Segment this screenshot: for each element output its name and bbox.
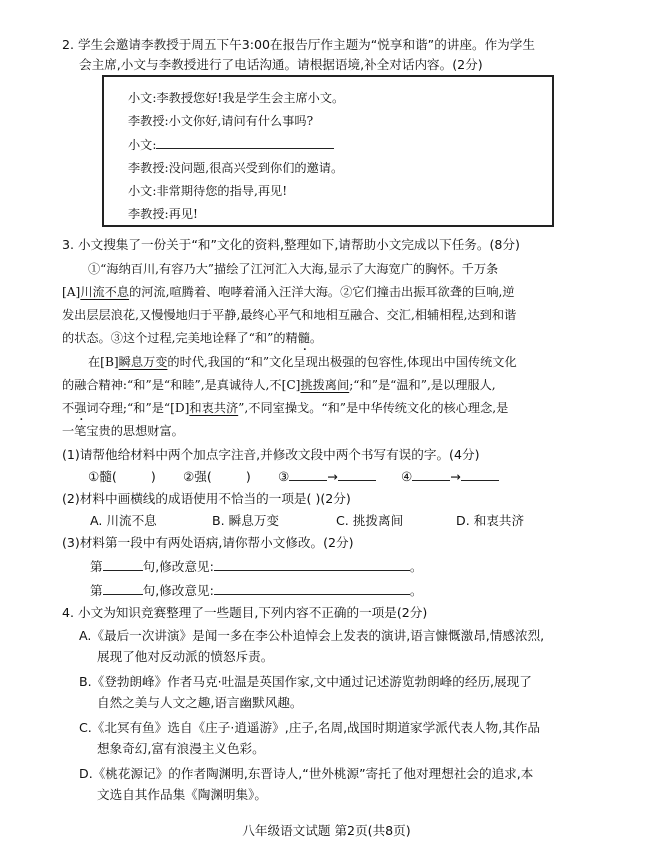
answer-blank[interactable]: [338, 468, 376, 481]
text-span: 的时代,我国的“和”文化呈现出极强的包容性,体现出中国传统文化: [167, 355, 517, 369]
dialogue-line-3: [128, 136, 334, 154]
text-span: ②强(: [183, 469, 212, 484]
q4-option-d-cont: 文选自其作品集《陶渊明集》。: [97, 787, 268, 802]
answer-blank[interactable]: [412, 468, 450, 481]
para1-line-4: [62, 329, 322, 347]
marker-b: 在[B]: [88, 355, 119, 369]
answer-blank[interactable]: [461, 468, 499, 481]
para2-line-4: 一笔宝贵的思想财富。: [62, 424, 184, 438]
idiom-b: 瞬息万变: [118, 355, 168, 369]
text-span: 的融合精神:“和”是“和睦”,是真诚待人,不[C]: [62, 378, 301, 392]
text-span: 的状态。③这个过程,完美地诠释了“和”的精: [62, 331, 298, 345]
para1-line-1: ①“海纳百川,有容乃大”描绘了江河汇入大海,显示了大海宽广的胸怀。千万条: [88, 262, 499, 276]
answer-blank[interactable]: [156, 136, 334, 149]
arrow: →: [450, 469, 461, 484]
text-span: 句,修改意见:: [142, 559, 214, 574]
q2-line-2: 会主席,小文与李教授进行了电话沟通。请根据语境,补全对话内容。(2分): [79, 57, 483, 72]
dialogue-speaker: 小文:: [128, 138, 157, 152]
dialogue-line-5: 小文:非常期待您的指导,再见!: [128, 184, 288, 198]
page-footer: 八年级语文试题 第2页(共8页): [242, 823, 411, 838]
para1-line-2: [62, 283, 515, 301]
option-a[interactable]: A. 川流不息: [90, 513, 157, 528]
text-span: 第: [90, 559, 103, 574]
answer-blank[interactable]: [103, 558, 143, 571]
dialogue-line-6: 李教授:再见!: [128, 207, 198, 221]
para2-line-3: [62, 399, 508, 417]
answer-blank[interactable]: [289, 468, 327, 481]
q4-option-d[interactable]: D.《桃花源记》的作者陶渊明,东晋诗人,“世外桃源”寄托了他对理想社会的追求,本: [79, 766, 534, 781]
text-span: 词夺理;“和”是“[D]: [86, 401, 190, 415]
idiom-d: 和衷共济: [189, 401, 239, 415]
revision-line-1: [90, 558, 422, 576]
text-span: 第: [90, 583, 103, 598]
dotted-char-sui: 髓: [297, 331, 310, 345]
text-span: 句,修改意见:: [142, 583, 214, 598]
option-d[interactable]: D. 和衷共济: [456, 513, 525, 528]
q4-option-c-cont: 想象奇幻,富有浪漫主义色彩。: [97, 741, 265, 756]
q3-sub2: (2)材料中画横线的成语使用不恰当的一项是( )(2分): [62, 491, 351, 506]
q4-option-a-cont: 展现了他对反动派的愤怒斥责。: [97, 649, 274, 664]
q4-option-b-cont: 自然之美与人文之趣,语言幽默风趣。: [97, 695, 303, 710]
text-span: ;“和”是“温和”,是以理服人,: [349, 378, 496, 392]
text-span: ): [245, 469, 251, 484]
answer-blank[interactable]: [214, 582, 410, 595]
text-span: 。: [309, 331, 323, 345]
text-span: 。: [409, 583, 423, 598]
sub1-item-1: [88, 468, 156, 486]
text-span: ③: [278, 469, 290, 484]
arrow: →: [327, 469, 338, 484]
sub1-item-3: [278, 468, 376, 486]
para2-line-2: [62, 376, 496, 394]
q2-line-1: 2. 学生会邀请李教授于周五下午3:00在报告厅作主题为“悦享和谐”的讲座。作为学生: [62, 37, 535, 52]
q4-option-b[interactable]: B.《登勃朗峰》作者马克·吐温是英国作家,文中通过记述游览勃朗峰的经历,展现了: [79, 674, 532, 689]
idiom-c: 挑拨离间: [300, 378, 350, 392]
para2-line-1: [88, 353, 517, 371]
text-span: 。: [409, 559, 423, 574]
q3-sub1: (1)请帮他给材料中两个加点字注音,并修改文段中两个书写有误的字。(4分): [62, 447, 480, 462]
sub1-item-2: [183, 468, 251, 486]
text-span: 的河流,喧腾着、咆哮着涌入汪洋大海。②它们撞击出振耳欲聋的巨响,逆: [129, 285, 515, 299]
q3-intro: 3. 小文搜集了一份关于“和”文化的资料,整理如下,请帮助小文完成以下任务。(8分): [62, 237, 520, 252]
dialogue-line-4: 李教授:没问题,很高兴受到你们的邀请。: [128, 161, 344, 175]
answer-blank[interactable]: [214, 558, 410, 571]
para1-line-3: 发出层层浪花,又慢慢地归于平静,最终心平气和地相互融合、交汇,相辅相程,达到和谐: [62, 308, 517, 322]
text-span: 不: [62, 401, 75, 415]
option-c[interactable]: C. 挑拨离间: [336, 513, 404, 528]
q3-sub3: (3)材料第一段中有两处语病,请你帮小文修改。(2分): [62, 535, 354, 550]
dotted-char-qiang: 强: [74, 401, 87, 415]
option-b[interactable]: B. 瞬息万变: [212, 513, 280, 528]
revision-line-2: [90, 582, 422, 600]
answer-blank[interactable]: [103, 582, 143, 595]
marker-a: [A]: [62, 285, 81, 299]
q4-option-c[interactable]: C.《北冥有鱼》选自《庄子·逍遥游》,庄子,名周,战国时期道家学派代表人物,其作品: [79, 720, 541, 735]
idiom-a: 川流不息: [80, 285, 130, 299]
q4-option-a[interactable]: A.《最后一次讲演》是闻一多在李公朴追悼会上发表的演讲,语言慷慨激昂,情感浓烈,: [79, 628, 545, 643]
sub1-item-4: [401, 468, 499, 486]
text-span: ): [150, 469, 156, 484]
dialogue-line-1: 小文:李教授您好!我是学生会主席小文。: [128, 91, 345, 105]
text-span: ④: [401, 469, 413, 484]
text-span: ”,不同室操戈。“和”是中华传统文化的核心理念,是: [238, 401, 509, 415]
dialogue-line-2: 李教授:小文你好,请问有什么事吗?: [128, 114, 314, 128]
text-span: ①髓(: [88, 469, 117, 484]
q4-text: 4. 小文为知识竞赛整理了一些题目,下列内容不正确的一项是(2分): [62, 605, 428, 620]
